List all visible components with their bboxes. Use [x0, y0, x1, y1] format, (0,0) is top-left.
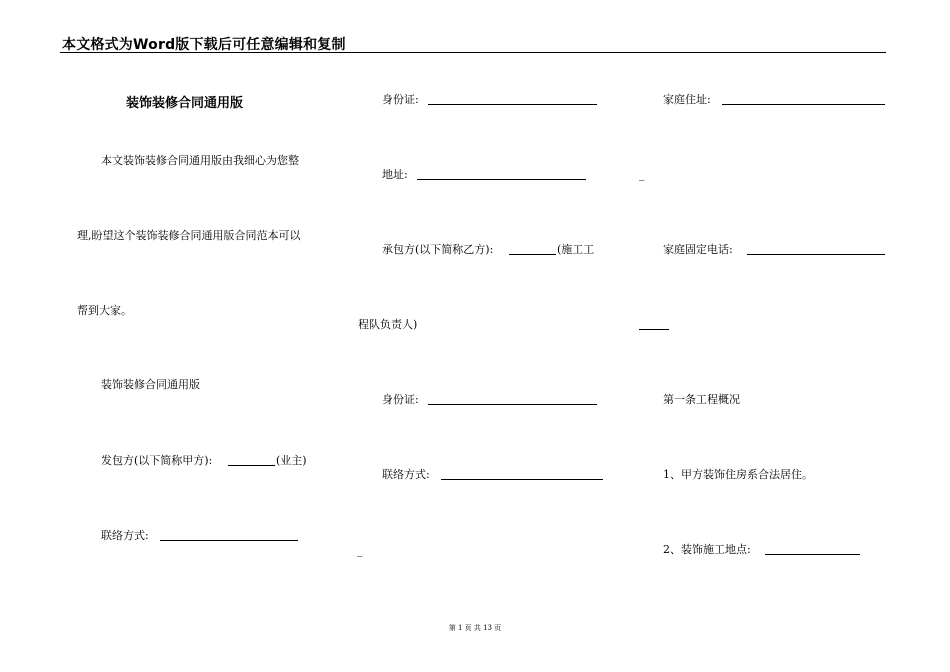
home-address-label: 家庭住址: — [663, 93, 711, 106]
article-1-item-1: 1、甲方装饰住房系合法居住。 — [663, 468, 813, 481]
document-title: 装饰装修合同通用版 — [126, 96, 244, 111]
intro-line-2: 理,盼望这个装饰装修合同通用版合同范本可以 — [77, 229, 301, 242]
intro-line-1: 本文装饰装修合同通用版由我细心为您整 — [101, 154, 299, 167]
party-a-suffix: (业主) — [276, 454, 307, 467]
document-header: 本文格式为Word版下载后可任意编辑和复制 — [62, 37, 346, 53]
party-b-suffix: (施工工 — [557, 243, 595, 256]
id-label-b-2: 身份证: — [382, 393, 419, 406]
home-phone-blank-cont — [639, 329, 669, 330]
header-rule — [60, 52, 886, 53]
address-label-b: 地址: — [382, 168, 408, 181]
article-1-title: 第一条工程概况 — [663, 393, 740, 406]
contact-blank-b — [441, 479, 603, 480]
site-address-blank — [765, 554, 860, 555]
party-a-blank — [228, 465, 275, 466]
party-b-label: 承包方(以下简称乙方): — [382, 243, 494, 256]
contact-label-a: 联络方式: — [101, 529, 149, 542]
party-a-label: 发包方(以下简称甲方): — [101, 454, 213, 467]
article-1-item-2: 2、装饰施工地点: — [663, 543, 751, 556]
id-label-b-1: 身份证: — [382, 93, 419, 106]
party-b-continuation: 程队负责人) — [358, 318, 418, 331]
contact-label-b: 联络方式: — [382, 468, 430, 481]
intro-line-3: 帮到大家。 — [77, 304, 132, 317]
home-phone-blank — [747, 254, 885, 255]
contact-blank-a — [160, 540, 298, 541]
home-phone-label: 家庭固定电话: — [663, 243, 733, 256]
party-b-blank — [509, 254, 556, 255]
underscore-mark-c: _ — [639, 168, 645, 181]
address-blank-b — [417, 179, 586, 180]
home-address-blank — [722, 104, 885, 105]
id-blank-b-2 — [428, 404, 597, 405]
id-blank-b-1 — [428, 104, 597, 105]
underscore-mark-b: _ — [357, 544, 363, 557]
page-number: 第 1 页 共 13 页 — [448, 624, 502, 632]
contract-subtitle: 装饰装修合同通用版 — [101, 378, 200, 391]
